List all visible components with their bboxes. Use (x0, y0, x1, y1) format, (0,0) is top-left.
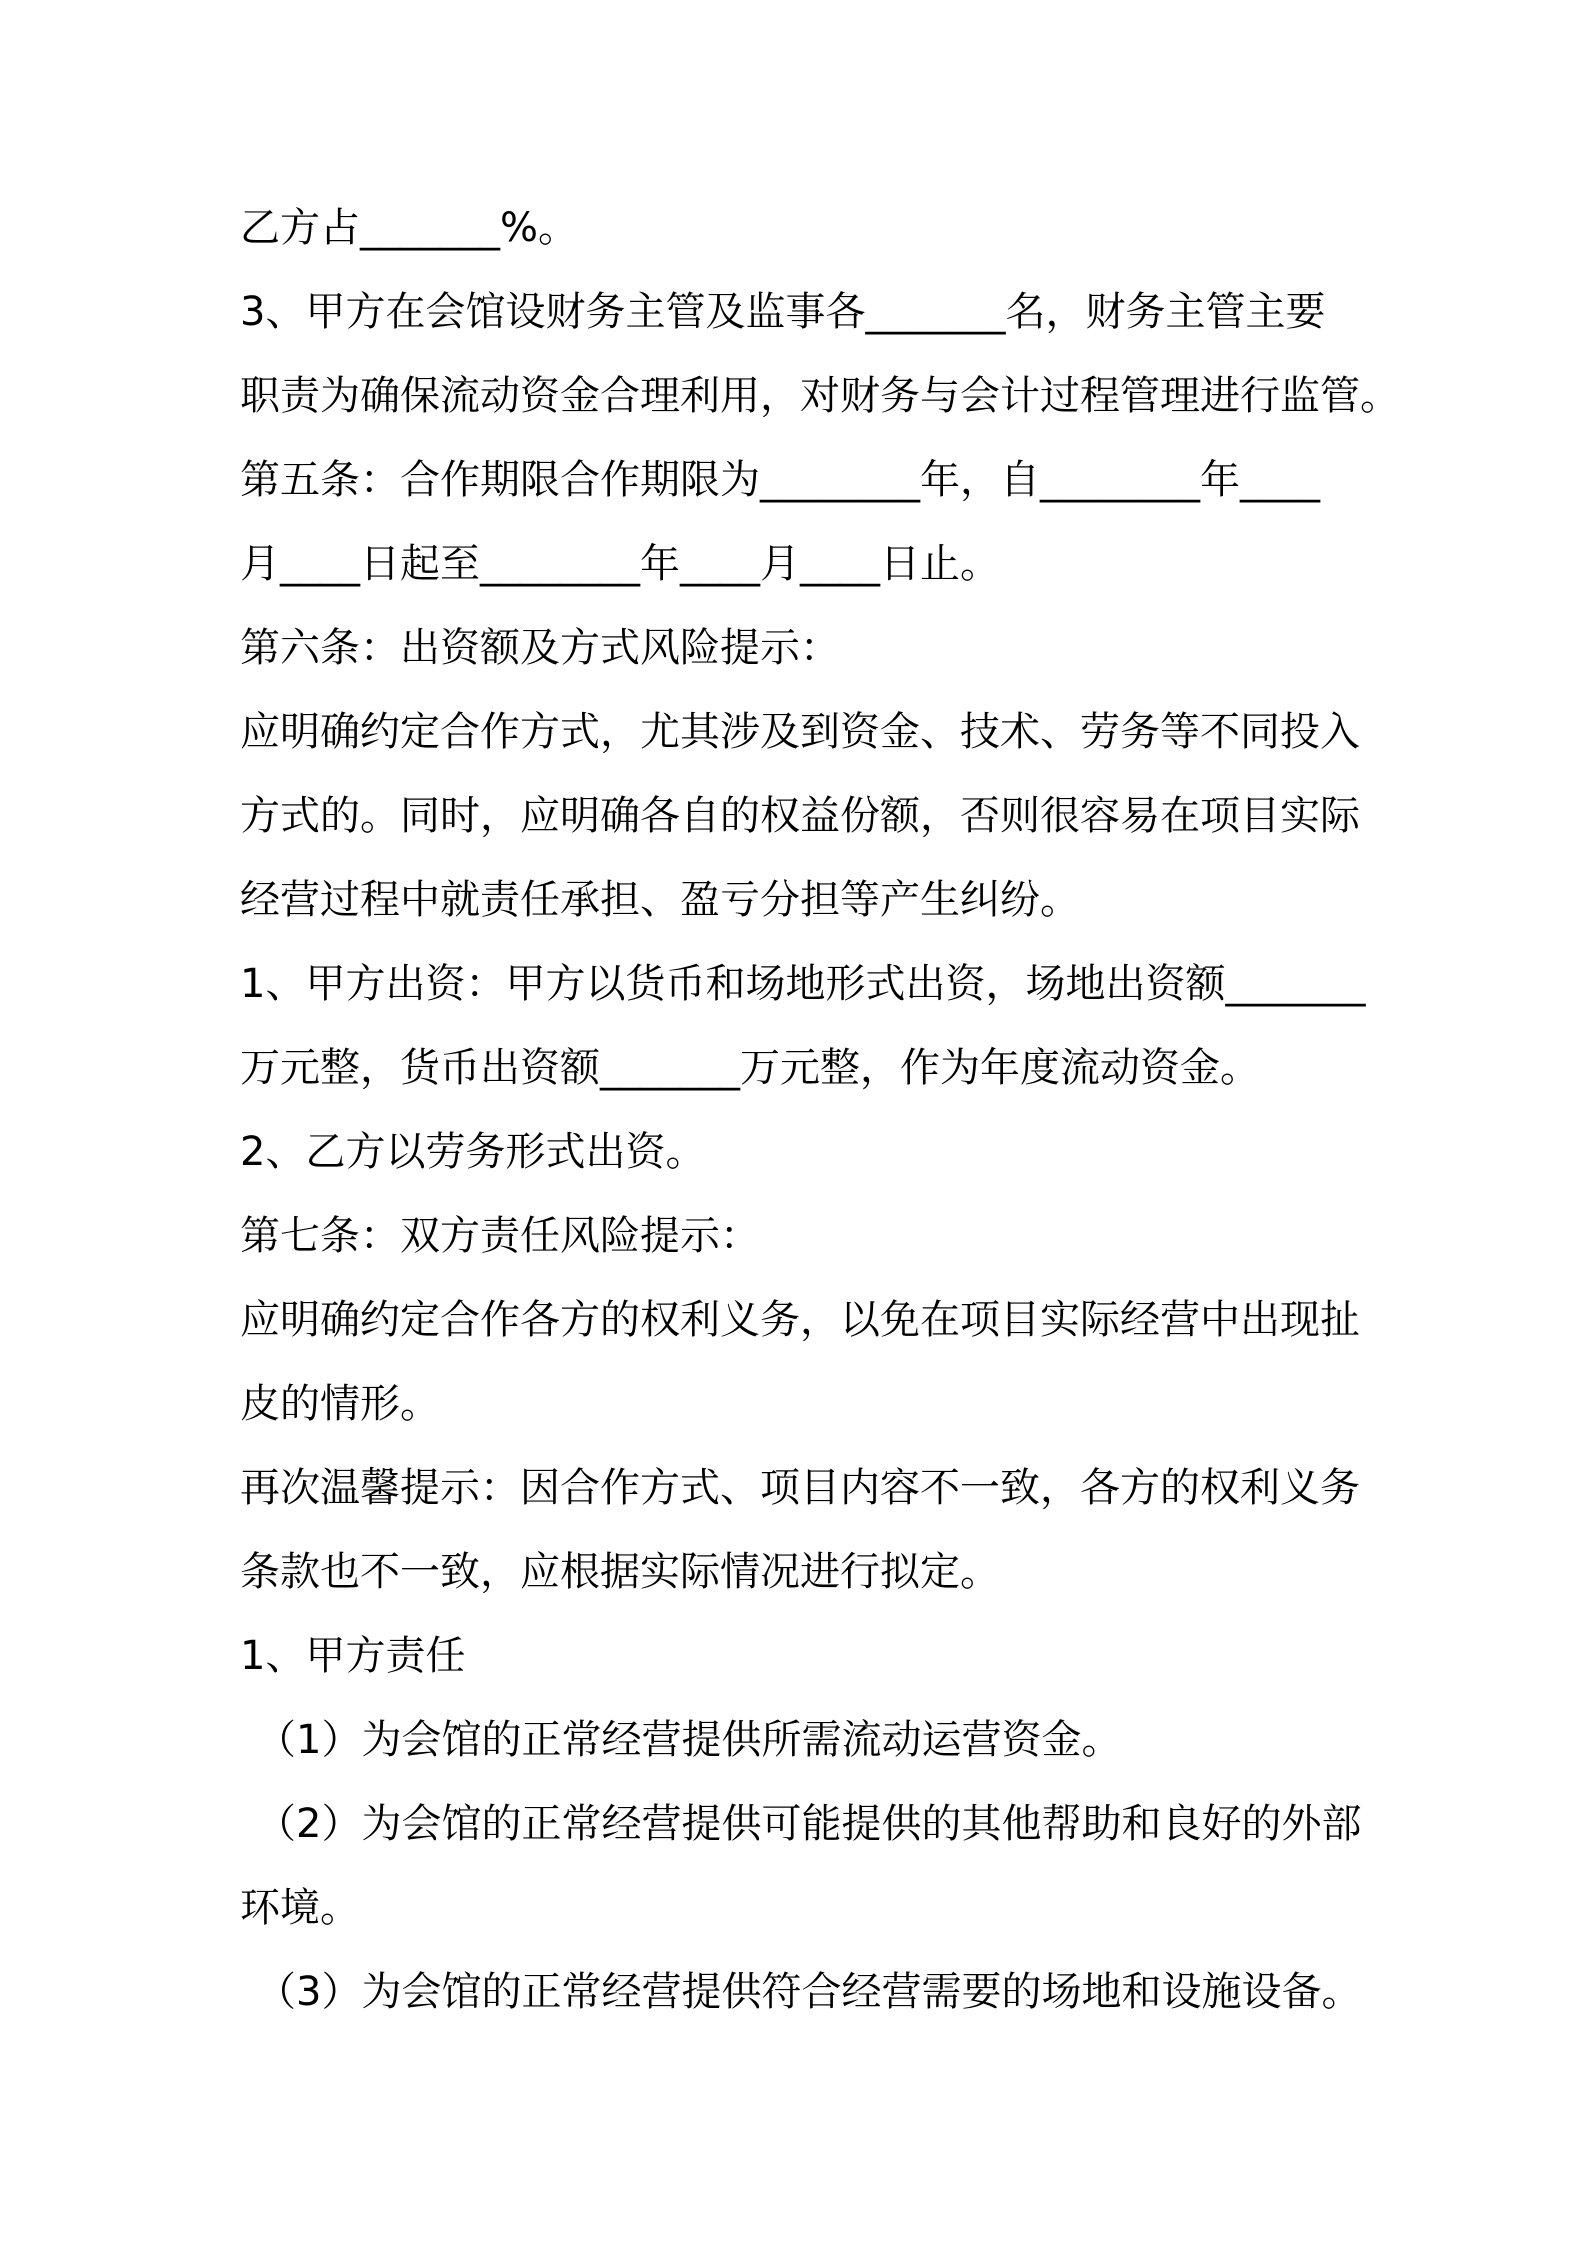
text-line-term-dates: 月____日起至________年____月____日止。 (240, 541, 1000, 587)
text-line-risk-note-3: 经营过程中就责任承担、盈亏分担等产生纠纷。 (240, 877, 1080, 923)
text-line-party-a-capital: 1、甲方出资：甲方以货币和场地形式出资，场地出资额_______ (240, 961, 1366, 1007)
text-line-article-7-heading: 第七条：双方责任风险提示： (240, 1213, 760, 1259)
text-line-article-5-term: 第五条：合作期限合作期限为________年，自________年____ (240, 457, 1320, 503)
text-line-article-6-heading: 第六条：出资额及方式风险提示： (240, 625, 840, 671)
text-line-duty-item-2-cont: 环境。 (240, 1885, 360, 1931)
text-line-clause-3-finance: 3、甲方在会馆设财务主管及监事各_______名，财务主管主要 (240, 289, 1326, 335)
text-line-party-a-duty-heading: 1、甲方责任 (240, 1633, 466, 1679)
text-line-reminder-2: 条款也不一致，应根据实际情况进行拟定。 (240, 1549, 1000, 1595)
text-line-duty-item-2: （2）为会馆的正常经营提供可能提供的其他帮助和良好的外部 (256, 1801, 1362, 1847)
text-line-share-b: 乙方占_______%。 (240, 205, 579, 251)
text-line-duty-note-2: 皮的情形。 (240, 1381, 440, 1427)
text-line-party-b-capital: 2、乙方以劳务形式出资。 (240, 1129, 706, 1175)
text-line-duty-note-1: 应明确约定合作各方的权利义务，以免在项目实际经营中出现扯 (240, 1297, 1360, 1343)
text-line-risk-note-1: 应明确约定合作方式，尤其涉及到资金、技术、劳务等不同投入 (240, 709, 1360, 755)
text-line-party-a-capital-cont: 万元整，货币出资额_______万元整，作为年度流动资金。 (240, 1045, 1260, 1091)
text-line-duty-item-1: （1）为会馆的正常经营提供所需流动运营资金。 (256, 1717, 1122, 1763)
text-line-finance-duty: 职责为确保流动资金合理利用，对财务与会计过程管理进行监管。 (240, 373, 1400, 419)
text-line-reminder-1: 再次温馨提示：因合作方式、项目内容不一致，各方的权利义务 (240, 1465, 1360, 1511)
text-line-risk-note-2: 方式的。同时，应明确各自的权益份额，否则很容易在项目实际 (240, 793, 1360, 839)
text-line-duty-item-3: （3）为会馆的正常经营提供符合经营需要的场地和设施设备。 (256, 1969, 1362, 2015)
